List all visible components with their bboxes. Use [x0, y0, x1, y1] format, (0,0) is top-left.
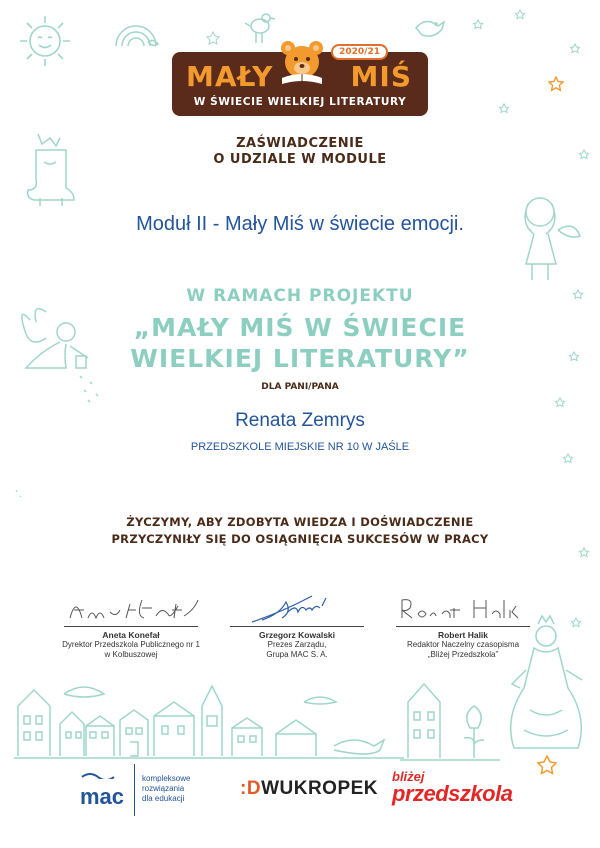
signature-1	[56, 592, 206, 626]
logo-year-badge: 2020/21	[331, 44, 388, 60]
signatory-3	[388, 592, 538, 660]
bear-icon	[280, 38, 324, 91]
signatory-1-name: Aneta Konefał	[102, 630, 160, 640]
mac-wordmark: mac	[80, 784, 125, 809]
project-name	[0, 312, 600, 374]
mac-logo	[80, 766, 124, 810]
signatory-3-name: Robert Halik	[437, 630, 489, 640]
blizej-word: bliżej	[392, 769, 425, 784]
logo-word-maly: MAŁY	[186, 60, 274, 93]
blizej-przedszkola-logo	[392, 770, 512, 805]
signatory-2	[222, 592, 372, 660]
signatory-2-role-line1: Prezes Zarządu,	[267, 640, 327, 649]
signature-line-1	[64, 626, 198, 627]
recipient-name: Renata Zemrys	[235, 410, 365, 431]
signature-2	[222, 592, 372, 626]
mac-divider	[134, 764, 135, 816]
certificate-title-line2: O UDZIALE W MODULE	[213, 152, 387, 167]
dwukropek-colon: :D	[240, 778, 262, 799]
przedszkola-word: przedszkola	[392, 781, 513, 806]
module-name: Moduł II - Mały Miś w świecie emocji.	[136, 213, 464, 235]
certificate-title-line1: ZAŚWIADCZENIE	[236, 136, 364, 151]
signatory-1-role-line1: Dyrektor Przedszkola Publicznego nr 1	[62, 640, 200, 649]
wishes-line2: PRZYCZYNIŁY SIĘ DO OSIĄGNIĘCIA SUKCESÓW W PRACY	[111, 532, 489, 546]
recipient-school: PRZEDSZKOLE MIEJSKIE NR 10 W JAŚLE	[190, 441, 410, 453]
mac-claim-line1: kompleksowe	[142, 774, 191, 783]
wave-icon	[80, 771, 116, 779]
dwukropek-logo	[240, 778, 378, 800]
mac-claim-line3: dla edukacji	[142, 794, 185, 803]
signatory-2-name: Grzegorz Kowalski	[258, 630, 336, 640]
signature-3	[388, 592, 538, 626]
signature-line-2	[230, 626, 364, 627]
dwukropek-word: WUKROPEK	[261, 778, 379, 799]
signatory-3-role-line2: „Bliżej Przedszkola”	[427, 650, 499, 659]
for-label: DLA PANI/PANA	[261, 382, 339, 392]
signatory-2-role-line2: Grupa MAC S. A.	[266, 650, 328, 659]
mac-claim-line2: rozwiązania	[142, 784, 185, 793]
mac-claim	[142, 774, 190, 804]
logo-subtitle: W ŚWIECIE WIELKIEJ LITERATURY	[193, 96, 407, 108]
wishes-line1: ŻYCZYMY, ABY ZDOBYTA WIEDZA I DOŚWIADCZENIE	[126, 515, 474, 529]
maly-mis-logo	[172, 47, 428, 116]
wishes-text	[0, 514, 600, 548]
signatory-3-role-line1: Redaktor Naczelny czasopisma	[406, 640, 520, 649]
signatory-1-role-line2: w Kolbuszowej	[104, 650, 158, 659]
certificate-title	[0, 136, 600, 168]
signature-line-3	[396, 626, 530, 627]
signatory-1	[56, 592, 206, 660]
project-name-line1: „MAŁY MIŚ W ŚWIECIE	[133, 313, 467, 342]
project-intro: W RAMACH PROJEKTU	[186, 286, 414, 306]
project-name-line2: WIELKIEJ LITERATURY”	[130, 344, 470, 373]
logo-word-mis: MIŚ	[350, 60, 412, 93]
